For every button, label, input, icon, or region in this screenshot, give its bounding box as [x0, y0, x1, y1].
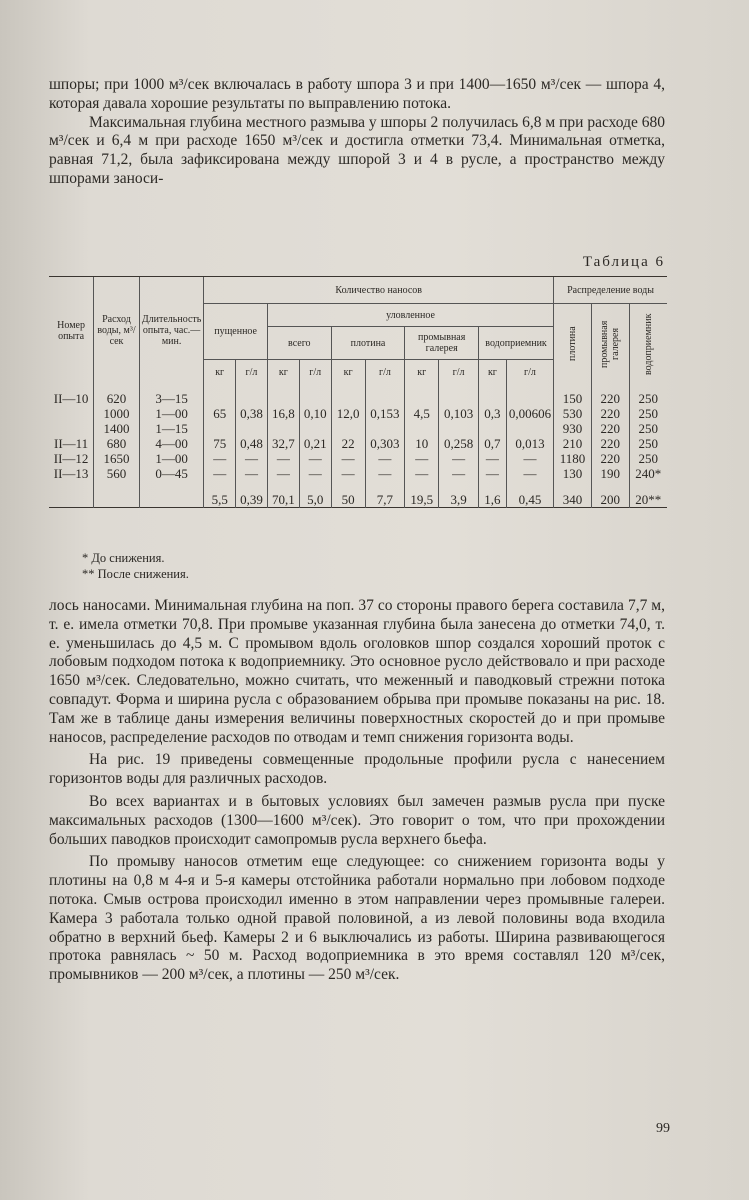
unit-kg: кг — [405, 360, 439, 385]
table-cell-w1: 210 — [554, 436, 592, 451]
table-cell-int_gl: 0,00606 — [506, 406, 553, 421]
table-cell-rel_kg: 5,5 — [204, 481, 236, 508]
table-cell-flow — [94, 481, 140, 508]
table-cell-tot_gl: — — [299, 466, 331, 481]
table-cell-tot_kg: — — [267, 451, 299, 466]
table-cell-int_gl: 0,013 — [506, 436, 553, 451]
table-cell-flow: 1400 — [94, 421, 140, 436]
table-cell-w1: 530 — [554, 406, 592, 421]
table-cell-tot_gl: 0,10 — [299, 406, 331, 421]
table-cell-int_gl: — — [506, 451, 553, 466]
table-cell-dur — [139, 481, 204, 508]
table-cell-num — [49, 481, 94, 508]
table-cell-dur: 0—45 — [139, 466, 204, 481]
table-cell-rel_kg: 75 — [204, 436, 236, 451]
table-cell-dam_gl: — — [365, 466, 405, 481]
table-cell-flow: 620 — [94, 384, 140, 406]
unit-gl: г/л — [506, 360, 553, 385]
table-cell-gal_kg: 4,5 — [405, 406, 439, 421]
table-cell-dur: 4—00 — [139, 436, 204, 451]
page-number: 99 — [656, 1121, 670, 1136]
header-gallery: промывная галерея — [405, 327, 479, 360]
table-cell-int_kg — [479, 421, 507, 436]
table-cell-dam_kg — [331, 421, 365, 436]
table-cell-dam_kg: — — [331, 466, 365, 481]
header-flow: Расход воды, м³/сек — [94, 277, 140, 385]
header-sediment-amount: Количество наносов — [204, 277, 554, 304]
table-cell-dam_kg: 12,0 — [331, 406, 365, 421]
table-6 — [49, 276, 667, 516]
table-cell-int_gl: — — [506, 466, 553, 481]
unit-gl: г/л — [299, 360, 331, 385]
paragraph: По промыву наносов отметим еще следующее: со снижением горизонта воды у плотины на 0,8 м 4-я и 5-я камеры отстойника работали нормально при лобовом подходе потока. Смыв острова происходил именно в этом направлении через промывные галереи. Камера 3 работала только одной правой половиной, а из левой половины вода входила обратно в верхний бьеф. Камеры 2 и 6 выключались из работы. Ширина развивающегося протока равнялась ~ 50 м. Расход водоприемника в это время составлял 120 м³/сек, промывников — 200 м³/сек, а плотины — 250 м³/сек. — [49, 853, 665, 984]
table-cell-rel_kg: — — [204, 466, 236, 481]
header-dam: плотина — [331, 327, 405, 360]
table-cell-dam_kg: 50 — [331, 481, 365, 508]
table-row — [49, 481, 667, 508]
table-cell-tot_kg: 70,1 — [267, 481, 299, 508]
header-duration: Длительность опыта, час.—мин. — [139, 277, 204, 385]
unit-kg: кг — [479, 360, 507, 385]
table-cell-dur: 1—00 — [139, 451, 204, 466]
table-cell-dam_gl — [365, 421, 405, 436]
table-row — [49, 406, 667, 421]
table-cell-w1: 930 — [554, 421, 592, 436]
table-cell-dam_gl: 0,303 — [365, 436, 405, 451]
unit-kg: кг — [204, 360, 236, 385]
table-cell-dam_kg: 22 — [331, 436, 365, 451]
header-released: пущенное — [204, 304, 268, 360]
table-cell-w2: 190 — [591, 466, 629, 481]
table-cell-tot_gl: 5,0 — [299, 481, 331, 508]
table-cell-tot_gl: 0,21 — [299, 436, 331, 451]
table-cell-w3: 250 — [629, 451, 667, 466]
table-caption: Таблица 6 — [582, 254, 665, 270]
table-cell-w3: 250 — [629, 384, 667, 406]
table-cell-dur: 1—00 — [139, 406, 204, 421]
table-cell-dam_gl: 0,153 — [365, 406, 405, 421]
table-cell-w3: 240* — [629, 466, 667, 481]
table-cell-int_kg: — — [479, 466, 507, 481]
table-cell-gal_gl — [439, 421, 479, 436]
table-cell-w1: 130 — [554, 466, 592, 481]
table-cell-rel_gl: 0,39 — [236, 481, 268, 508]
table-cell-num — [49, 421, 94, 436]
table-cell-gal_gl: 3,9 — [439, 481, 479, 508]
table-cell-w1: 340 — [554, 481, 592, 508]
note-before: * До снижения. — [82, 551, 165, 565]
table-cell-int_gl: 0,45 — [506, 481, 553, 508]
table-cell-rel_kg — [204, 421, 236, 436]
table-cell-tot_kg: 32,7 — [267, 436, 299, 451]
table-cell-flow: 1000 — [94, 406, 140, 421]
table-row — [49, 466, 667, 481]
table-cell-dam_gl: 7,7 — [365, 481, 405, 508]
table-cell-w2: 220 — [591, 406, 629, 421]
table-cell-rel_kg — [204, 384, 236, 406]
table-cell-flow: 560 — [94, 466, 140, 481]
note-after: ** После снижения. — [82, 567, 189, 581]
table-cell-num — [49, 406, 94, 421]
table-cell-w3: 20** — [629, 481, 667, 508]
table-cell-int_kg: 0,3 — [479, 406, 507, 421]
table-cell-w3: 250 — [629, 406, 667, 421]
table-cell-w2: 220 — [591, 421, 629, 436]
table-cell-w2: 220 — [591, 451, 629, 466]
table-cell-gal_kg — [405, 384, 439, 406]
table-cell-num: II—10 — [53, 391, 89, 406]
table-cell-tot_kg — [267, 384, 299, 406]
table-row — [49, 436, 667, 451]
table-cell-rel_gl: — — [236, 466, 268, 481]
table-cell-gal_gl: 0,103 — [439, 406, 479, 421]
table-cell-gal_kg: — — [405, 466, 439, 481]
table-cell-int_gl — [506, 421, 553, 436]
unit-kg: кг — [331, 360, 365, 385]
table-cell-num: II—11 — [53, 436, 89, 451]
table-cell-gal_gl: — — [439, 466, 479, 481]
unit-gl: г/л — [365, 360, 405, 385]
table-cell-gal_gl: — — [439, 451, 479, 466]
table-cell-tot_gl — [299, 384, 331, 406]
header-caught: уловленное — [267, 304, 553, 327]
table-cell-dam_gl: — — [365, 451, 405, 466]
table-cell-dur: 3—15 — [139, 384, 204, 406]
paragraph: лось наносами. Минимальная глубина на поп. 37 со стороны правого берега составила 7,7 м, т. е. имела отметки 70,8. При промыве указанная глубина была занесена до отметки 74,0, т. е. уменьшилась до 4,5 м. С промывом вдоль оголовков шпор создался хороший проток с лобовым подходом потока к водоприемнику. Это основное русло действовало и при расходе 1650 м³/сек. Следовательно, можно считать, что меженный и паводковый стрежни потока совпадут. Форма и ширина русла с образованием обрыва при промыве показаны на рис. 18. Там же в таблице даны измерения величины поверхностных скоростей до и при промыве наносов, распределение расходов по отводам и темп снижения горизонта воды. — [49, 597, 665, 746]
paragraph: На рис. 19 приведены совмещенные продольные профили русла с нанесением горизонтов воды для различных расходов. — [49, 751, 665, 788]
table-cell-w3: 250 — [629, 436, 667, 451]
table-cell-tot_gl — [299, 421, 331, 436]
table-cell-int_kg: — — [479, 451, 507, 466]
table-cell-tot_kg: 16,8 — [267, 406, 299, 421]
table-cell-int_kg — [479, 384, 507, 406]
paragraph: Во всех вариантах и в бытовых условиях был замечен размыв русла при пуске максимальных расходов (1300—1600 м³/сек). Это говорит о том, что при прохождении больших паводков происходит самопромыв русла верхнего бьефа. — [49, 792, 665, 848]
table-cell-num: II—13 — [53, 466, 89, 481]
header-experiment-number: Номер опыта — [49, 277, 94, 385]
table-cell-rel_gl: 0,38 — [236, 406, 268, 421]
table-cell-w1: 150 — [554, 384, 592, 406]
table-cell-tot_kg — [267, 421, 299, 436]
table-cell-w1: 1180 — [554, 451, 592, 466]
header-total: всего — [267, 327, 331, 360]
table-cell-rel_gl — [236, 421, 268, 436]
table-cell-tot_gl: — — [299, 451, 331, 466]
table-cell-dur: 1—15 — [139, 421, 204, 436]
table-cell-rel_gl: — — [236, 451, 268, 466]
table-cell-w2: 220 — [591, 436, 629, 451]
table-cell-rel_gl — [236, 384, 268, 406]
table-cell-flow: 680 — [94, 436, 140, 451]
table-row — [49, 451, 667, 466]
text-block-bottom — [49, 597, 665, 985]
table-cell-dam_gl — [365, 384, 405, 406]
table-cell-tot_kg: — — [267, 466, 299, 481]
table-cell-gal_gl — [439, 384, 479, 406]
table-row — [49, 384, 667, 406]
table-notes — [82, 550, 189, 582]
table-cell-rel_gl: 0,48 — [236, 436, 268, 451]
table-cell-int_kg: 0,7 — [479, 436, 507, 451]
table-cell-rel_kg: 65 — [204, 406, 236, 421]
table-cell-gal_kg: 10 — [405, 436, 439, 451]
header-water-gallery: промывная галерея — [591, 304, 629, 385]
header-intake: водоприемник — [479, 327, 554, 360]
table-cell-gal_kg: — — [405, 451, 439, 466]
unit-gl: г/л — [439, 360, 479, 385]
table-cell-num: II—12 — [53, 451, 89, 466]
table-row — [49, 421, 667, 436]
table-cell-int_kg: 1,6 — [479, 481, 507, 508]
paragraph: Максимальная глубина местного размыва у шпоры 2 получилась 6,8 м при расходе 680 м³/сек и 6,4 м при расходе 1650 м³/сек и достигла отметки 73,4. Минимальная отметка, равная 71,2, была зафиксирована между шпорой 3 и 4 в русле, а пространство между шпорами заноси- — [49, 113, 665, 187]
table-cell-gal_kg: 19,5 — [405, 481, 439, 508]
table-cell-gal_gl: 0,258 — [439, 436, 479, 451]
table-cell-int_gl — [506, 384, 553, 406]
table-cell-w2: 220 — [591, 384, 629, 406]
text-block-top — [49, 76, 665, 189]
table-cell-gal_kg — [405, 421, 439, 436]
table-cell-flow: 1650 — [94, 451, 140, 466]
unit-gl: г/л — [236, 360, 268, 385]
table-cell-w3: 250 — [629, 421, 667, 436]
unit-kg: кг — [267, 360, 299, 385]
table-cell-w2: 200 — [591, 481, 629, 508]
header-water-dam: плотина — [554, 304, 592, 385]
table-cell-dam_kg — [331, 384, 365, 406]
table-cell-dam_kg: — — [331, 451, 365, 466]
paragraph: шпоры; при 1000 м³/сек включалась в работу шпора 3 и при 1400—1650 м³/сек — шпора 4, которая давала хорошие результаты по выправлению потока. — [49, 76, 665, 112]
header-water-distribution: Распределение воды — [554, 277, 667, 304]
table-cell-rel_kg: — — [204, 451, 236, 466]
header-water-intake: водоприемник — [629, 304, 667, 385]
